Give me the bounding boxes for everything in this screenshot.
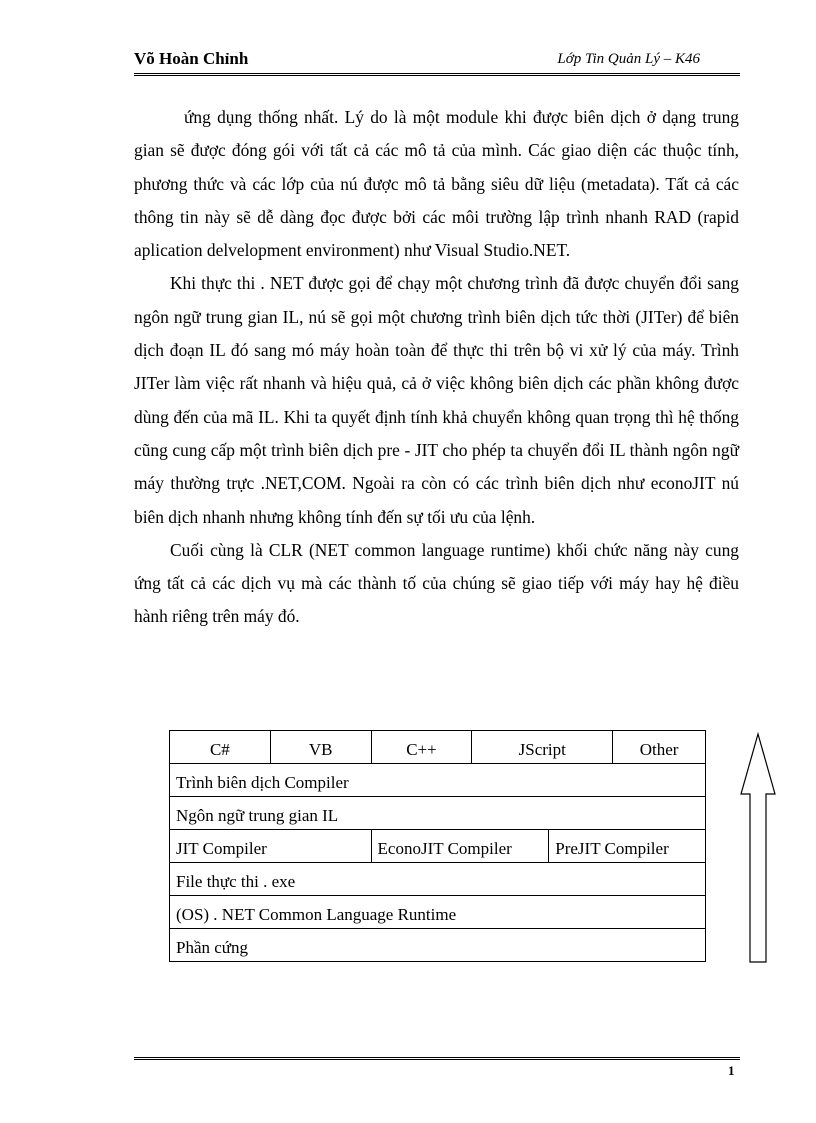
up-arrow-icon — [740, 732, 776, 964]
page-header — [134, 49, 740, 73]
body-text — [134, 101, 739, 634]
clr-layer: (OS) . NET Common Language Runtime — [170, 896, 706, 929]
compiler-row — [170, 764, 706, 797]
header-course: Lớp Tin Quản Lý – K46 — [557, 51, 700, 67]
footer-rule — [134, 1057, 740, 1060]
lang-other: Other — [613, 731, 706, 764]
paragraph-3: Cuối cùng là CLR (NET common language runtime) khối chức năng này cung ứng tất cả các dịch vụ mà các thành tố của chúng sẽ giao tiếp với máy hay hệ điều hành riêng trên máy đó. — [134, 539, 739, 627]
lang-cpp: C++ — [371, 731, 472, 764]
page-number: 1 — [728, 1063, 735, 1078]
clr-row — [170, 896, 706, 929]
compiler-layer: Trình biên dịch Compiler — [170, 764, 706, 797]
il-layer: Ngôn ngữ trung gian IL — [170, 797, 706, 830]
languages-row — [170, 731, 706, 764]
paragraph-1: ứng dụng thống nhất. Lý do là một module khi được biên dịch ở dạng trung gian sẽ được đóng gói với tất cả các mô tả của mình. Các giao diện các thuộc tính, phương thức và các lớp của nú được mô tả bằng siêu dữ liệu (metadata). Tất cả các thông tin này sẽ dễ dàng đọc được bởi các môi trường lập trình nhanh RAD (rapid aplication delvelopment environment) như Visual Studio.NET. — [134, 107, 739, 261]
prejit-compiler: PreJIT Compiler — [549, 830, 706, 863]
header-rule — [134, 73, 740, 76]
exe-layer: File thực thi . exe — [170, 863, 706, 896]
hardware-row — [170, 929, 706, 962]
jit-row — [170, 830, 706, 863]
hardware-layer: Phần cứng — [170, 929, 706, 962]
exe-row — [170, 863, 706, 896]
il-row — [170, 797, 706, 830]
paragraph-2: Khi thực thi . NET được gọi để chạy một chương trình đã được chuyển đổi sang ngôn ngữ trung gian IL, nú sẽ gọi một chương trình biên dịch tức thời (JITer) để biên dịch đoạn IL đó sang mó máy hoàn toàn để thực thi trên bộ vi xử lý của máy. Trình JITer làm việc rất nhanh và hiệu quả, cả ở việc không biên dịch các phần không được dùng đến của mã IL. Khi ta quyết định tính khả chuyển không quan trọng thì hệ thống cũng cung cấp một trình biên dịch pre - JIT cho phép ta chuyển đổi IL thành ngôn ngữ máy thường trực .NET,COM. Ngoài ra còn có các trình biên dịch như econoJIT nú biên dịch nhanh nhưng không tính đến sự tối ưu của lệnh. — [134, 273, 739, 527]
lang-vb: VB — [270, 731, 371, 764]
econojit-compiler: EconoJIT Compiler — [371, 830, 549, 863]
header-author: Võ Hoàn Chỉnh — [134, 49, 249, 68]
jit-compiler: JIT Compiler — [170, 830, 372, 863]
lang-jscript: JScript — [472, 731, 613, 764]
lang-csharp: C# — [170, 731, 271, 764]
architecture-diagram — [169, 730, 706, 962]
